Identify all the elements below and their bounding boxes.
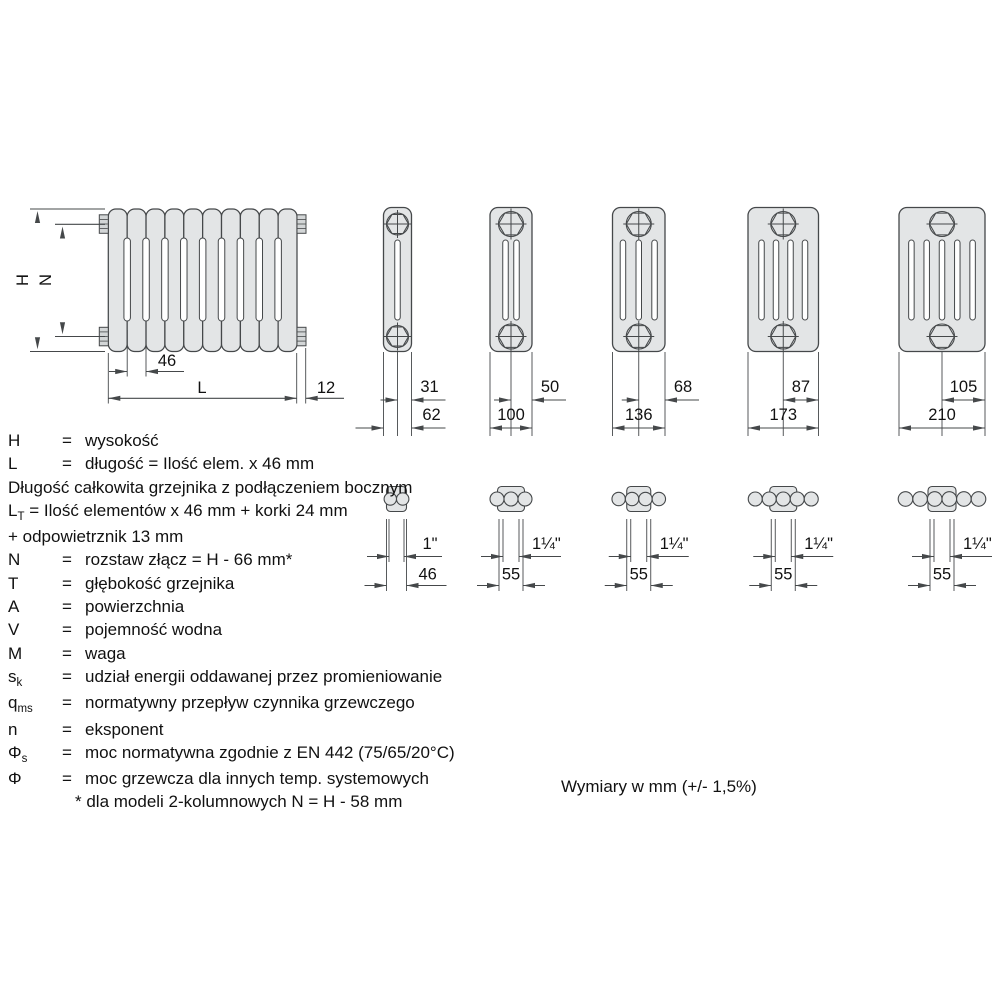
connection-size-label: 1¼" <box>659 535 689 553</box>
legend-row <box>8 691 508 717</box>
full-depth-label: 100 <box>497 406 525 424</box>
legend-equals: = <box>62 431 72 450</box>
pitch-label: 55 <box>774 565 793 584</box>
connection-size-label: 1" <box>422 535 438 553</box>
cross-section-4col <box>613 208 700 437</box>
element-width-label: 46 <box>157 352 177 370</box>
cross-section-3col <box>490 208 566 437</box>
legend-symbol: T <box>8 573 19 593</box>
full-depth-label: 136 <box>624 406 653 424</box>
legend-equals: = <box>62 573 72 593</box>
legend-row <box>8 476 508 499</box>
half-depth-label: 68 <box>673 378 693 396</box>
cross-section-5col <box>748 208 819 437</box>
legend-symbol: H <box>8 431 21 450</box>
legend-symbol: Φ <box>8 769 22 789</box>
legend-definition: eksponent <box>85 719 164 739</box>
legend-row <box>8 525 508 548</box>
legend-equals: = <box>62 454 72 474</box>
legend-row <box>8 741 508 767</box>
half-depth-label: 87 <box>791 378 811 396</box>
connection-size-label: 1¼" <box>532 535 561 553</box>
legend-row <box>8 618 508 641</box>
legend-text: + odpowietrznik 13 mm <box>8 527 184 547</box>
legend-definition: moc grzewcza dla innych temp. systemowych <box>85 769 429 789</box>
legend-equals: = <box>62 597 72 617</box>
legend-row <box>8 429 508 452</box>
half-depth-label: 50 <box>540 378 560 396</box>
legend-equals: = <box>62 719 72 739</box>
legend-definition: wysokość <box>85 431 159 450</box>
height-dimension-label: H <box>14 274 32 286</box>
pitch-label: 46 <box>418 565 437 584</box>
legend-text: * dla modeli 2-kolumnowych N = H - 58 mm <box>75 792 403 812</box>
legend-equals: = <box>62 769 72 789</box>
legend-definition: pojemność wodna <box>85 620 223 640</box>
legend-symbol-subscript: T <box>17 510 25 523</box>
legend-definition: normatywny przepływ czynnika grzewczego <box>85 693 415 713</box>
length-dimension-label: L <box>197 379 207 397</box>
legend-equals: = <box>62 643 72 663</box>
pitch-label: 55 <box>932 565 952 584</box>
top-view-4col <box>605 487 689 592</box>
legend-symbol: L <box>8 500 18 520</box>
legend-equals: = <box>62 620 72 640</box>
legend-definition: głębokość grzejnika <box>85 573 235 593</box>
cross-section-6col <box>899 208 985 437</box>
half-depth-label: 105 <box>949 378 978 396</box>
legend-row <box>8 642 508 665</box>
legend-text: = Ilość elementów x 46 mm + korki 24 mm <box>24 500 348 520</box>
legend-row <box>8 790 508 813</box>
legend-symbol-subscript: s <box>21 752 28 765</box>
legend-definition: długość = Ilość elem. x 46 mm <box>85 454 315 474</box>
legend <box>8 429 508 814</box>
full-depth-label: 173 <box>769 406 798 424</box>
connection-spacing-label: N <box>37 274 55 286</box>
legend-symbol: $q_{ms}$ <box>8 693 33 716</box>
legend-definition: powierzchnia <box>85 597 185 617</box>
legend-equals: = <box>62 742 72 762</box>
legend-symbol-subscript: ms <box>17 703 33 716</box>
legend-definition: moc normatywna zgodnie z EN 442 (75/65/20°C) <box>85 742 455 762</box>
connection-size-label: 1¼" <box>963 535 992 553</box>
legend-symbol: A <box>8 597 20 617</box>
cross-section-2col <box>356 208 446 437</box>
legend-row <box>8 718 508 741</box>
side-extension-label: 12 <box>316 379 336 397</box>
legend-row <box>8 665 508 691</box>
half-depth-label: 31 <box>420 378 439 396</box>
full-depth-label: 210 <box>928 406 956 424</box>
legend-symbol: M <box>8 643 23 663</box>
legend-equals: = <box>62 693 72 713</box>
pitch-label: 55 <box>501 565 521 584</box>
legend-symbol-subscript: k <box>16 676 23 689</box>
top-view-6col <box>898 487 992 592</box>
connection-size-label: 1¼" <box>804 535 834 553</box>
legend-symbol: $\Phi_s$ <box>8 742 28 765</box>
legend-row <box>8 499 508 525</box>
legend-equals: = <box>62 550 72 570</box>
legend-symbol: L <box>8 454 18 474</box>
dimensions-note: Wymiary w mm (+/- 1,5%) <box>561 777 757 796</box>
legend-symbol: $s_k$ <box>8 666 23 689</box>
top-view-5col <box>748 487 833 592</box>
full-depth-label: 62 <box>422 406 441 424</box>
legend-row <box>8 452 508 475</box>
legend-equals: = <box>62 666 72 686</box>
legend-text: Długość całkowita grzejnika z podłączeniem bocznym <box>8 477 413 497</box>
legend-definition: rozstaw złącz = H - 66 mm* <box>85 550 293 570</box>
legend-row <box>8 595 508 618</box>
pitch-label: 55 <box>629 565 648 584</box>
legend-symbol: N <box>8 550 21 570</box>
legend-symbol: n <box>8 719 18 739</box>
legend-row <box>8 548 508 571</box>
front-view <box>14 209 344 404</box>
legend-definition: udział energii oddawanej przez promieniowanie <box>85 666 443 686</box>
legend-definition: waga <box>85 643 126 663</box>
legend-symbol: V <box>8 620 20 640</box>
legend-row <box>8 572 508 595</box>
legend-row <box>8 767 508 790</box>
